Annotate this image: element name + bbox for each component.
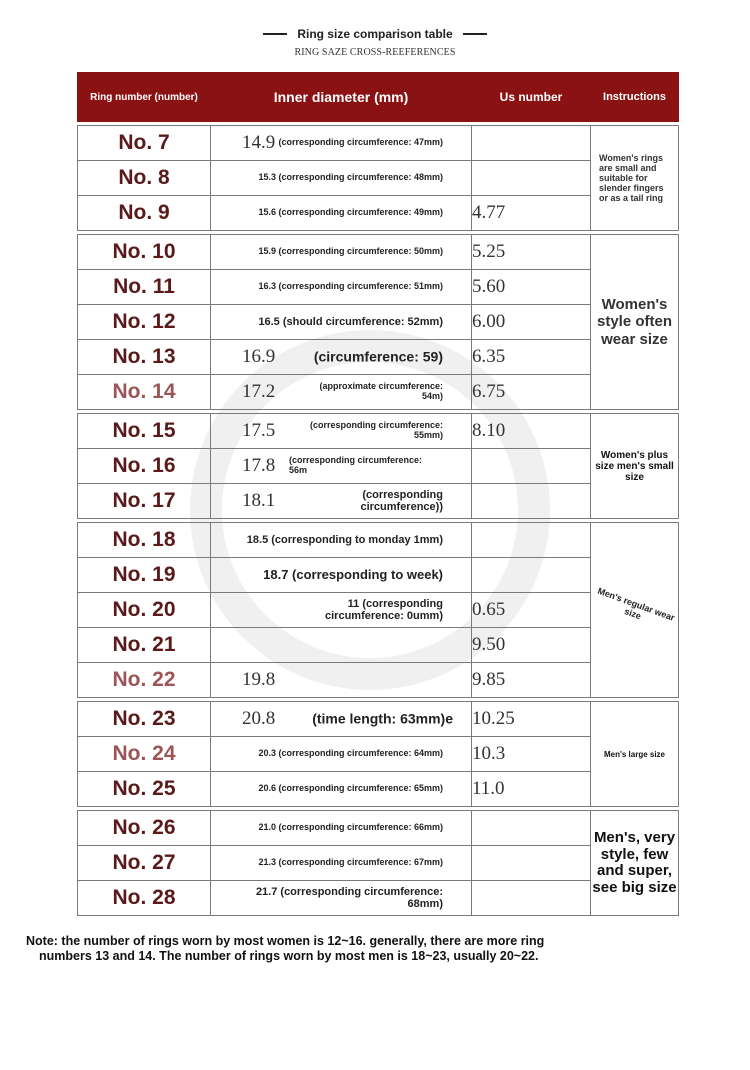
diameter-value: 17.8	[242, 455, 276, 476]
diameter-cell	[211, 375, 472, 410]
ring-number: No. 22	[78, 663, 211, 698]
ring-number: No. 26	[78, 811, 211, 846]
table-row	[78, 449, 679, 484]
circumference-note: (corresponding circumference: 55mm)	[309, 420, 443, 440]
circumference-note: (corresponding circumference: 47mm)	[278, 137, 443, 148]
us-number	[472, 811, 591, 846]
table-row	[78, 772, 679, 807]
diameter-value: 20.8	[242, 708, 276, 729]
instruction-text: Men's, very style, few and super, see big size	[592, 829, 677, 896]
instruction-cell	[591, 126, 679, 231]
instruction-text: Women's style often wear size	[596, 296, 672, 348]
diameter-cell	[211, 702, 472, 737]
diameter-cell	[211, 523, 472, 558]
ring-number: No. 17	[78, 484, 211, 519]
diameter-value: 17.2	[242, 381, 276, 402]
us-number: 4.77	[472, 196, 591, 231]
header-inner-diameter: Inner diameter (mm)	[211, 73, 472, 122]
instruction-text: Men's regular wear size	[596, 585, 677, 623]
diameter-cell	[211, 196, 472, 231]
ring-number: No. 11	[78, 270, 211, 305]
ring-number: No. 23	[78, 702, 211, 737]
diameter-cell	[211, 340, 472, 375]
page-subtitle: RING SAZE CROSS-REEFERENCES	[294, 47, 456, 58]
ring-number: No. 28	[78, 881, 211, 916]
circumference-note: 15.6 (corresponding circumference: 49mm)	[258, 207, 443, 218]
us-number: 5.25	[472, 235, 591, 270]
us-number	[472, 558, 591, 593]
table-row	[78, 196, 679, 231]
circumference-note: 16.3 (corresponding circumference: 51mm)	[258, 281, 443, 292]
footnote	[26, 934, 626, 964]
circumference-note: (circumference: 59)	[313, 348, 443, 365]
diameter-cell	[211, 126, 472, 161]
diameter-value: 17.5	[242, 420, 276, 441]
circumference-note: 18.7 (corresponding to week)	[263, 566, 443, 582]
ring-number: No. 25	[78, 772, 211, 807]
diameter-cell	[211, 558, 472, 593]
table-row	[78, 663, 679, 698]
us-number: 6.75	[472, 375, 591, 410]
circumference-note: (approximate circumference: 54m)	[319, 381, 443, 401]
diameter-cell	[211, 737, 472, 772]
diameter-value: 18.1	[242, 490, 276, 511]
diameter-cell	[211, 161, 472, 196]
ring-number: No. 13	[78, 340, 211, 375]
us-number	[472, 523, 591, 558]
circumference-note: 21.7 (corresponding circumference: 68mm)	[255, 885, 443, 910]
diameter-value: 14.9	[242, 132, 276, 153]
diameter-cell	[211, 846, 472, 881]
instruction-text: Women's rings are small and suitable for slender fingers or as a tail ring	[599, 153, 664, 203]
circumference-note: 20.3 (corresponding circumference: 64mm)	[258, 748, 443, 759]
us-number: 9.85	[472, 663, 591, 698]
footnote-line-1: Note: the number of rings worn by most women is 12~16. generally, there are more ring	[26, 934, 545, 948]
circumference-note: 16.5 (should circumference: 52mm)	[258, 315, 443, 328]
table-row	[78, 702, 679, 737]
circumference-note: 15.3 (corresponding circumference: 48mm)	[258, 172, 443, 183]
us-number: 6.35	[472, 340, 591, 375]
ring-number: No. 7	[78, 126, 211, 161]
ring-number: No. 14	[78, 375, 211, 410]
us-number: 6.00	[472, 305, 591, 340]
ring-number: No. 8	[78, 161, 211, 196]
table-row	[78, 126, 679, 161]
diameter-cell	[211, 305, 472, 340]
table-row	[78, 484, 679, 519]
table-row	[78, 628, 679, 663]
table-row	[78, 414, 679, 449]
circumference-note: 21.3 (corresponding circumference: 67mm)	[258, 857, 443, 868]
circumference-note: (time length: 63mm)e	[312, 710, 453, 727]
ring-number: No. 16	[78, 449, 211, 484]
instruction-cell	[591, 702, 679, 807]
instruction-cell	[591, 523, 679, 698]
diameter-cell	[211, 881, 472, 916]
footnote-line-2: numbers 13 and 14. The number of rings worn by most men is 18~23, usually 20~22.	[39, 949, 539, 963]
ring-number: No. 18	[78, 523, 211, 558]
ring-number: No. 9	[78, 196, 211, 231]
ring-number: No. 27	[78, 846, 211, 881]
header-us-number: Us number	[472, 73, 591, 122]
diameter-cell	[211, 414, 472, 449]
circumference-note: 21.0 (corresponding circumference: 66mm)	[258, 822, 443, 833]
diameter-cell	[211, 628, 472, 663]
diameter-cell	[211, 593, 472, 628]
diameter-cell	[211, 484, 472, 519]
us-number	[472, 126, 591, 161]
circumference-note: 15.9 (corresponding circumference: 50mm)	[258, 246, 443, 257]
title-rule-right	[463, 33, 487, 35]
page-title	[263, 27, 486, 41]
instruction-cell	[591, 235, 679, 410]
us-number	[472, 846, 591, 881]
header-ring-number: Ring number (number)	[78, 73, 211, 122]
ring-number: No. 24	[78, 737, 211, 772]
ring-number: No. 21	[78, 628, 211, 663]
header	[0, 22, 750, 58]
instruction-cell	[591, 414, 679, 519]
circumference-note: 11 (corresponding circumference: 0umm)	[325, 597, 443, 622]
circumference-note: (corresponding circumference: 56m	[289, 455, 423, 475]
us-number: 8.10	[472, 414, 591, 449]
table-row	[78, 270, 679, 305]
table-row	[78, 881, 679, 916]
us-number: 9.50	[472, 628, 591, 663]
us-number: 5.60	[472, 270, 591, 305]
instruction-cell	[591, 811, 679, 916]
title-rule-left	[263, 33, 287, 35]
table-row	[78, 161, 679, 196]
us-number: 11.0	[472, 772, 591, 807]
title-text: Ring size comparison table	[297, 27, 453, 41]
instruction-text: Men's large size	[603, 749, 666, 759]
header-instructions: Instructions	[591, 73, 679, 122]
instruction-text: Women's plus size men's small size	[595, 449, 674, 483]
diameter-cell	[211, 270, 472, 305]
us-number	[472, 484, 591, 519]
table-row	[78, 593, 679, 628]
us-number: 0.65	[472, 593, 591, 628]
us-number	[472, 881, 591, 916]
diameter-cell	[211, 449, 472, 484]
us-number	[472, 449, 591, 484]
table-header-row	[78, 73, 679, 122]
diameter-cell	[211, 772, 472, 807]
ring-size-table	[77, 72, 679, 916]
ring-number: No. 10	[78, 235, 211, 270]
us-number	[472, 161, 591, 196]
diameter-value: 19.8	[242, 669, 276, 690]
table-row	[78, 340, 679, 375]
table-row	[78, 235, 679, 270]
ring-number: No. 20	[78, 593, 211, 628]
diameter-value: 16.9	[242, 346, 276, 367]
table-row	[78, 523, 679, 558]
table-row	[78, 737, 679, 772]
diameter-cell	[211, 811, 472, 846]
circumference-note: 20.6 (corresponding circumference: 65mm)	[258, 783, 443, 794]
ring-number: No. 15	[78, 414, 211, 449]
table-row	[78, 558, 679, 593]
diameter-cell	[211, 235, 472, 270]
table-row	[78, 305, 679, 340]
table-row	[78, 811, 679, 846]
diameter-cell	[211, 663, 472, 698]
table-row	[78, 375, 679, 410]
table-row	[78, 846, 679, 881]
us-number: 10.3	[472, 737, 591, 772]
ring-number: No. 12	[78, 305, 211, 340]
circumference-note: (corresponding circumference))	[360, 488, 443, 513]
us-number: 10.25	[472, 702, 591, 737]
circumference-note: 18.5 (corresponding to monday 1mm)	[246, 533, 443, 546]
ring-number: No. 19	[78, 558, 211, 593]
